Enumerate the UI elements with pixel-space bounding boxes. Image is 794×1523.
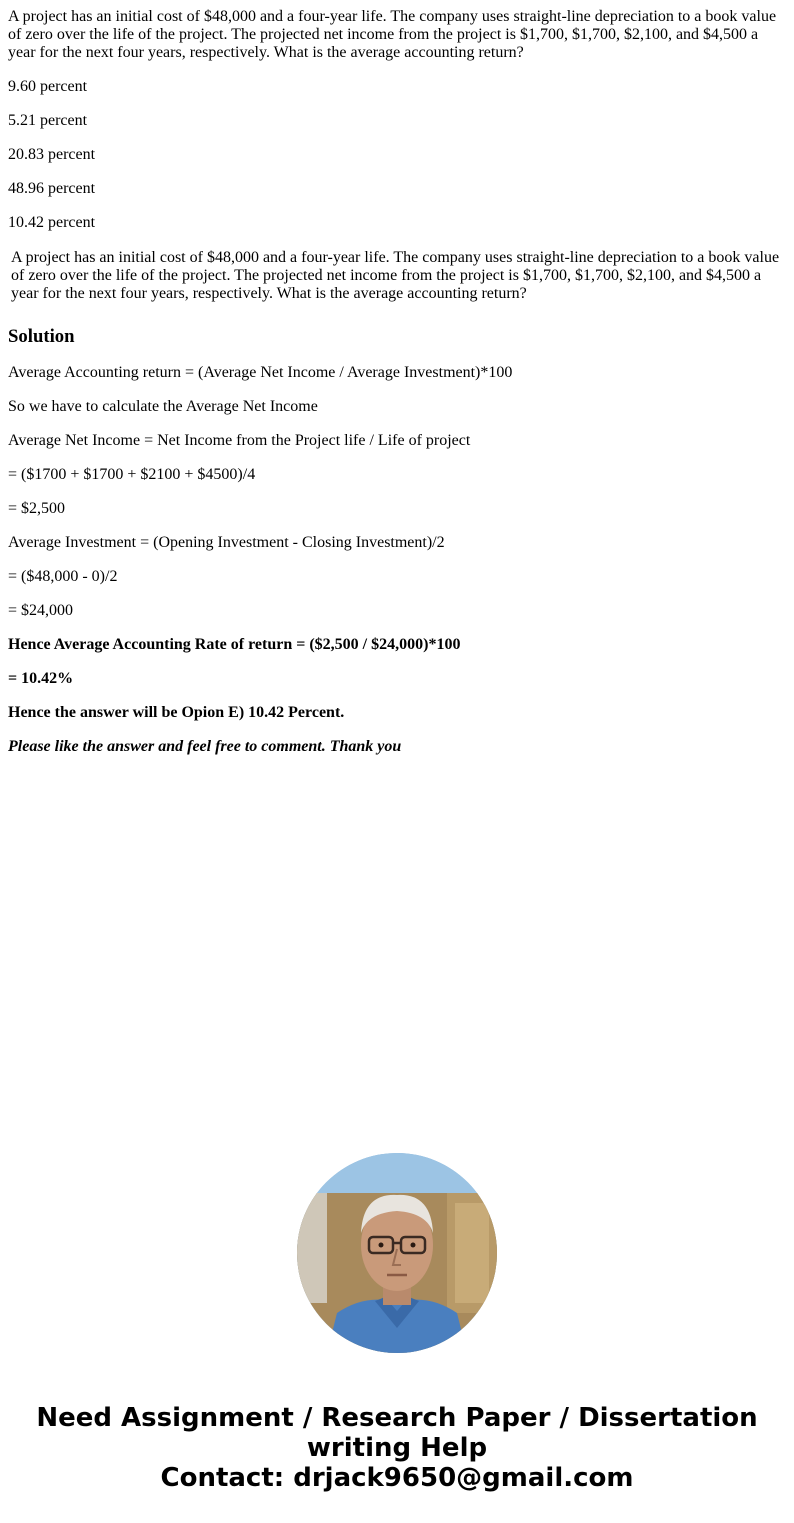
solution-final-answer: Hence the answer will be Opion E) 10.42 Percent.	[8, 704, 345, 721]
solution-formula-result: Hence Average Accounting Rate of return = ($2,500 / $24,000)*100	[8, 636, 461, 653]
option-b: 5.21 percent	[8, 112, 88, 129]
solution-line: = ($1700 + $1700 + $2100 + $4500)/4	[8, 466, 256, 483]
promo-line: Need Assignment / Research Paper / Dissertation	[36, 1403, 758, 1433]
solution-line: = $24,000	[8, 602, 74, 619]
option-a: 9.60 percent	[8, 78, 88, 95]
promo-banner	[0, 1403, 794, 1493]
option-c: 20.83 percent	[8, 146, 96, 163]
solution-line: Average Net Income = Net Income from the Project life / Life of project	[8, 432, 471, 449]
solution-line: So we have to calculate the Average Net Income	[8, 398, 318, 415]
solution-percentage: = 10.42%	[8, 670, 74, 687]
option-d: 48.96 percent	[8, 180, 96, 197]
promo-line: writing Help	[306, 1433, 488, 1463]
solution-line: Average Accounting return = (Average Net Income / Average Investment)*100	[8, 364, 513, 381]
solution-line: = ($48,000 - 0)/2	[8, 568, 118, 585]
solution-line: = $2,500	[8, 500, 66, 517]
question-text: A project has an initial cost of $48,000 and a four-year life. The company uses straight-line depreciation to a book value of zero over the life of the project. The projected net income from the project is $1,700, $1,700, $2,100, and $4,500 a year for the next four years, respectively. What is the average accounting return?	[8, 8, 777, 61]
solution-heading: Solution	[8, 326, 75, 347]
solution-line: Average Investment = (Opening Investment - Closing Investment)/2	[8, 534, 445, 551]
promo-contact: Contact: drjack9650@gmail.com	[160, 1463, 634, 1493]
option-e: 10.42 percent	[8, 214, 96, 231]
restated-question-cell: A project has an initial cost of $48,000 and a four-year life. The company uses straight-line depreciation to a book value of zero over the life of the project. The projected net income from the project is $1,700, $1,700, $2,100, and $4,500 a year for the next four years, respectively. What is the average accounting return?	[11, 249, 780, 302]
closing-note: Please like the answer and feel free to comment. Thank you	[8, 738, 402, 755]
author-avatar	[297, 1153, 497, 1353]
answer-options	[8, 78, 786, 232]
document-body	[8, 8, 786, 772]
restated-question-table	[8, 246, 788, 306]
person-portrait-icon	[297, 1153, 497, 1353]
